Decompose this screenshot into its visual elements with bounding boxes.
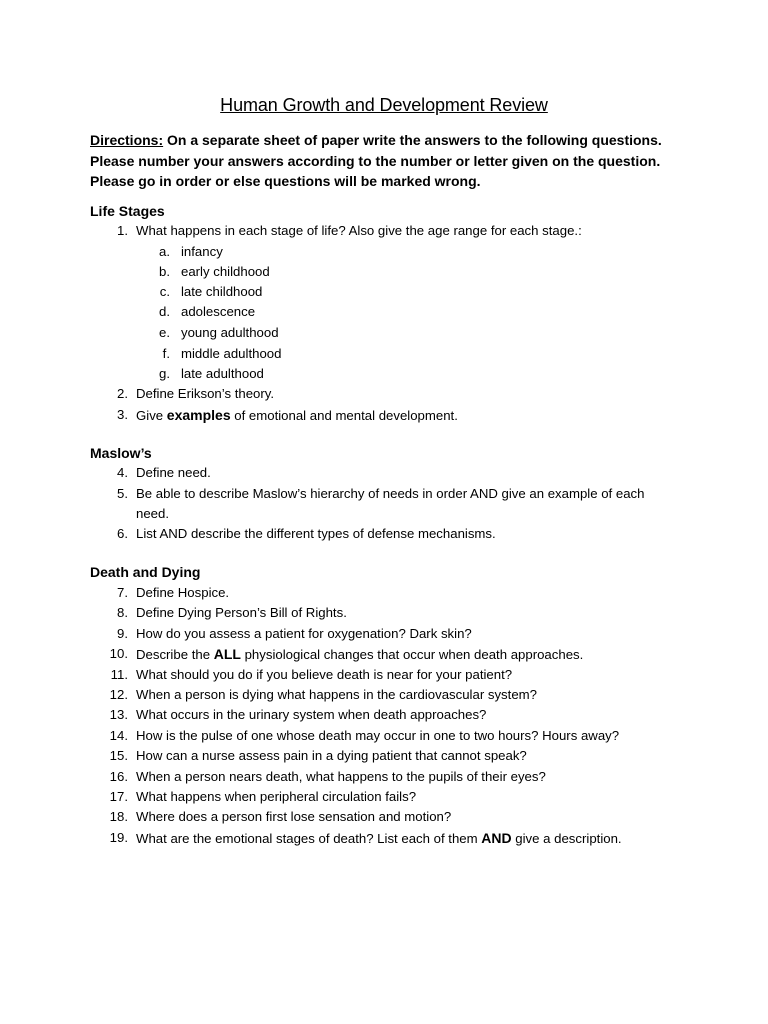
section-heading-death-and-dying: Death and Dying [90,564,201,580]
bold-emphasis: examples [166,407,231,423]
question-number: 8. [117,605,128,620]
sub-letter: e. [159,325,170,340]
question-number: 5. [117,486,128,501]
question-number: 17. [109,789,128,804]
sub-text: late adulthood [181,366,264,381]
question-text: Define Hospice. [136,585,230,600]
question-number: 14. [109,728,128,743]
question-number: 3. [117,407,128,422]
section-heading-life-stages: Life Stages [90,203,165,219]
question-text: What should you do if you believe death is near for your patient? [136,667,513,682]
question-text: How do you assess a patient for oxygenation? Dark skin? [136,626,472,641]
question-text: What happens in each stage of life? Also give the age range for each stage.: [136,223,582,238]
sub-text: early childhood [181,264,270,279]
question-number: 1. [117,223,128,238]
question-number: 11. [110,667,128,682]
text-segment: What are the emotional stages of death? List each of them [136,831,482,846]
page-title: Human Growth and Development Review [220,95,548,115]
question-number: 19. [109,830,128,845]
question-number: 10. [109,646,128,661]
sub-text: adolescence [181,304,256,319]
question-text: Be able to describe Maslow’s hierarchy of needs in order AND give an example of each [136,486,645,501]
question-text [136,828,622,850]
question-text: What occurs in the urinary system when death approaches? [136,707,487,722]
question-text: Define Dying Person’s Bill of Rights. [136,605,347,620]
question-number: 9. [117,626,128,641]
question-text: Define Erikson’s theory. [136,386,275,401]
question-number: 18. [109,809,128,824]
question-number: 16. [109,769,128,784]
sub-text: infancy [181,244,223,259]
sub-text: young adulthood [181,325,279,340]
sub-letter: d. [159,304,170,319]
text-segment: of emotional and mental development. [230,408,458,423]
question-text: How can a nurse assess pain in a dying patient that cannot speak? [136,748,527,763]
sub-text: middle adulthood [181,346,282,361]
question-text: How is the pulse of one whose death may occur in one to two hours? Hours away? [136,728,620,743]
question-number: 7. [117,585,128,600]
question-number: 13. [109,707,128,722]
text-segment: Describe the [136,647,214,662]
directions-paragraph [90,130,690,192]
sub-letter: f. [162,346,170,361]
sub-letter: c. [159,284,170,299]
sub-letter: a. [159,244,170,259]
question-text: What happens when peripheral circulation fails? [136,789,417,804]
question-number: 4. [117,465,128,480]
sub-letter: g. [159,366,170,381]
sub-text: late childhood [181,284,263,299]
text-segment: physiological changes that occur when death approaches. [240,647,584,662]
text-segment: give a description. [511,831,622,846]
sub-letter: b. [159,264,170,279]
text-segment: Give [136,408,167,423]
question-text: When a person is dying what happens in the cardiovascular system? [136,687,537,702]
directions-label: Directions: [90,132,164,148]
section-heading-maslows: Maslow’s [90,445,152,461]
question-number: 6. [117,526,128,541]
question-text: Define need. [136,465,211,480]
question-text [136,644,583,666]
question-number: 15. [109,748,128,763]
question-text: When a person nears death, what happens to the pupils of their eyes? [136,769,546,784]
question-text [136,405,458,427]
question-text-continued: need. [136,506,170,521]
bold-emphasis: ALL [213,646,241,662]
directions-text: On a separate sheet of paper write the answers to the following questions. Please number your answers according to the number or letter given on the question. Please go in order or else questions will be marked wrong. [90,132,662,189]
question-text: Where does a person first lose sensation and motion? [136,809,452,824]
bold-emphasis: AND [481,830,512,846]
question-number: 12. [109,687,128,702]
question-number: 2. [117,386,128,401]
question-text: List AND describe the different types of defense mechanisms. [136,526,496,541]
